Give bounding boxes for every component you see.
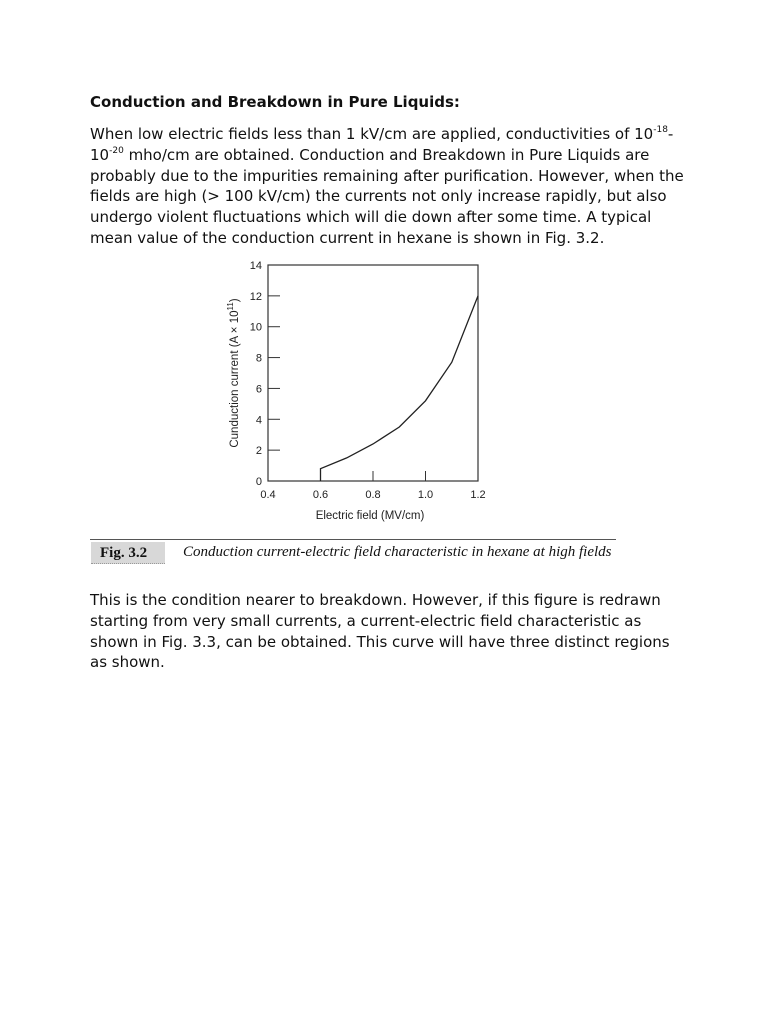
intro-text-c: mho/cm are obtained. Conduction and Breakdown in Pure Liquids are probably due to the impurities remaining after purification. However, when the fields are high (> 100 kV/cm) the currents not only increase rapidly, but also undergo violent fluctuations which will die down after some time. A typical mean value of the conduction current in hexane is shown in Fig. 3.2. [90,145,684,247]
y-tick-label-8: 8 [255,352,262,365]
y-tick-label-10: 10 [249,321,262,334]
y-axis-label-end: ) [229,298,241,303]
y-tick-label-2: 2 [255,445,262,458]
caption-divider [90,539,616,540]
y-tick-label-0: 0 [255,476,262,488]
figure-caption-label: Fig. 3.2 [91,542,165,564]
figure-3-2-chart [220,255,500,530]
intro-paragraph [90,124,690,249]
followup-paragraph: This is the condition nearer to breakdown. However, if this figure is redrawn starting from very small currents, a current-electric field characteristic as shown in Fig. 3.3, can be obtained. This curve will have three distinct regions as shown. [90,591,670,672]
x-tick-label-0.4: 0.4 [260,489,276,501]
y-tick-label-4: 4 [255,414,262,427]
x-tick-label-1.0: 1.0 [417,489,434,501]
y-tick-label-14: 14 [249,260,262,272]
y-tick-label-12: 12 [249,290,262,303]
y-axis-label [226,298,241,447]
y-axis-label-main: Cunduction current (A × 10 [229,310,241,448]
intro-text-a: When low electric fields less than 1 kV/cm are applied, conductivities of 10 [90,125,654,143]
exponent-a: -18 [653,125,668,135]
plot-frame [268,265,478,481]
x-tick-label-0.6: 0.6 [312,489,329,501]
y-tick-label-6: 6 [255,383,262,396]
conduction-curve [321,296,479,481]
intro-text-b: - 10 [90,125,674,164]
section-heading: Conduction and Breakdown in Pure Liquids: [90,93,460,111]
x-axis-label: Electric field (MV/cm) [315,510,425,522]
figure-caption-text: Conduction current-electric field characteristic in hexane at high fields [183,544,612,560]
y-axis-label-sup: 11 [226,302,235,311]
x-tick-label-1.2: 1.2 [470,489,486,501]
exponent-b: -20 [109,145,124,156]
x-tick-label-0.8: 0.8 [365,489,381,501]
